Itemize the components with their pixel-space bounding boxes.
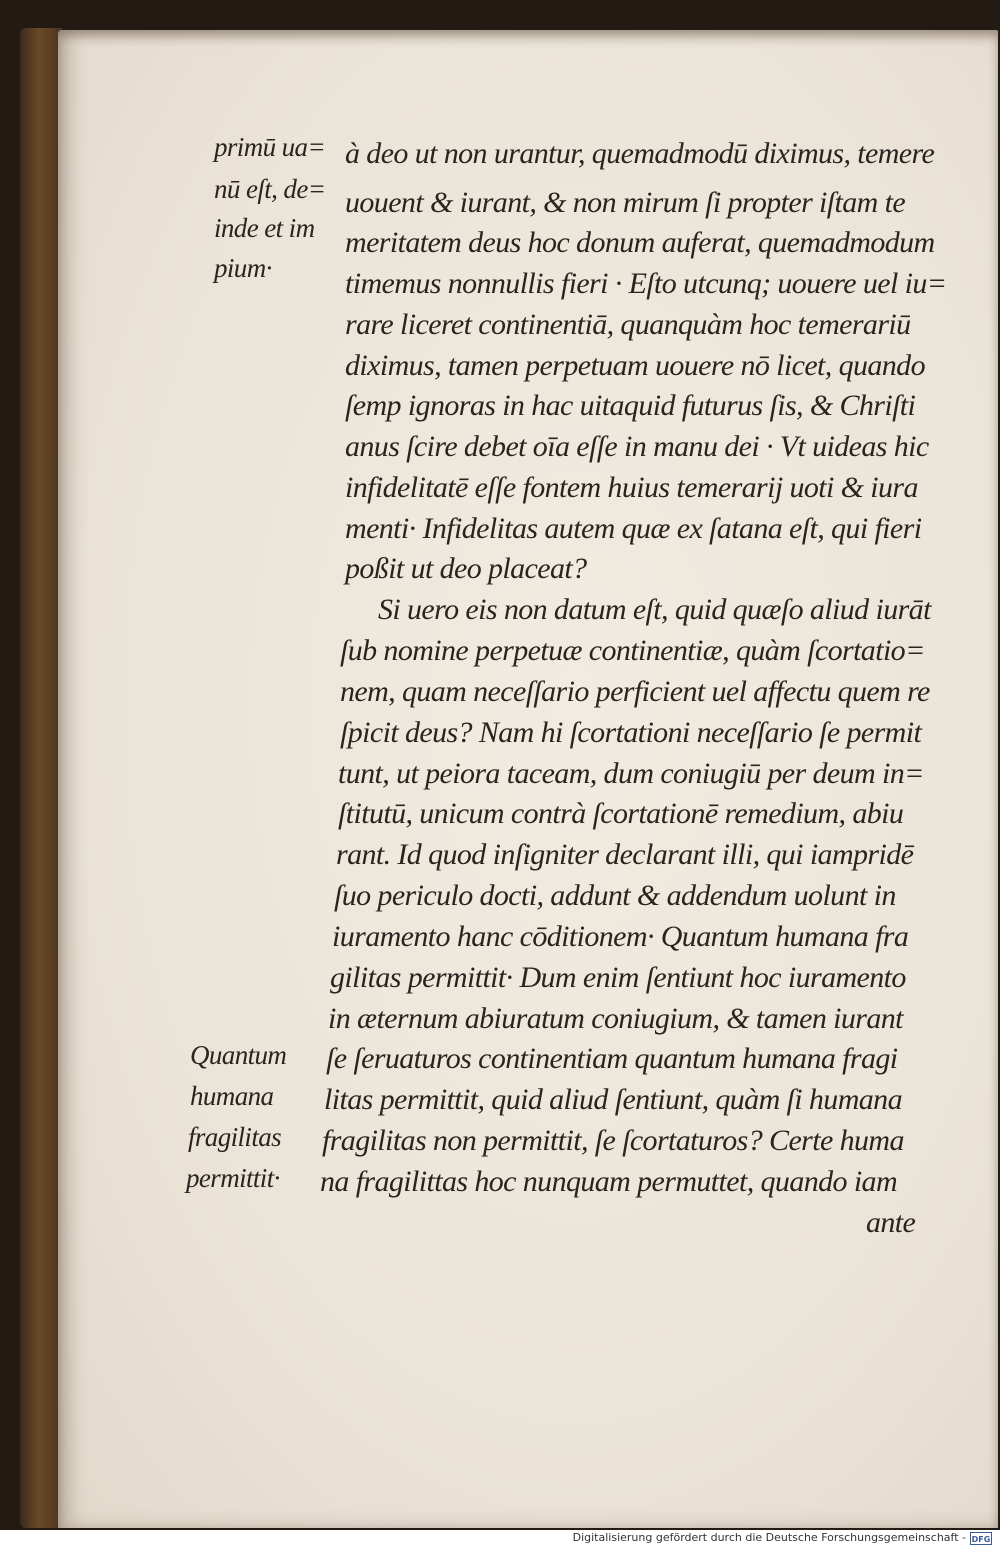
margin-note-line: permittit· — [186, 1163, 280, 1193]
text-line: timemus nonnullis fieri · Eſto utcunq; uouere uel iu= — [345, 267, 947, 300]
margin-note-line: nū eſt, de= — [214, 174, 326, 204]
text-line: meritatem deus hoc donum auferat, quemadmodum — [345, 226, 935, 259]
text-line: ſemp ignoras in hac uitaquid futurus ſis, & Chriſti — [345, 389, 916, 422]
margin-note-line: fragilitas — [188, 1122, 282, 1152]
text-line: na fragilittas hoc nunquam permuttet, quando iam — [320, 1165, 898, 1198]
text-line: diximus, tamen perpetuam uouere nō licet, quando — [345, 349, 925, 382]
text-line: poßit ut deo placeat? — [345, 552, 587, 585]
text-line: uouent & iurant, & non mirum ſi propter iſtam te — [345, 186, 906, 219]
footer-credit: Digitalisierung gefördert durch die Deutsche Forschungsgemeinschaft - — [572, 1531, 966, 1544]
text-line: ſuo periculo docti, addunt & addendum uolunt in — [334, 879, 896, 912]
text-line: infidelitatē eſſe fontem huius temerarij uoti & iura — [345, 471, 918, 504]
text-line: rant. Id quod inſigniter declarant illi, qui iampridē — [336, 838, 914, 871]
text-line: à deo ut non urantur, quemadmodū diximus, temere — [345, 137, 935, 170]
text-line: gilitas permittit· Dum enim ſentiunt hoc iuramento — [330, 961, 906, 994]
margin-note-line: Quantum — [190, 1040, 287, 1070]
margin-note-line: primū ua= — [214, 132, 326, 162]
text-line: ſpicit deus? Nam hi ſcortationi neceſſario ſe permit — [340, 716, 922, 749]
text-line: ſe ſeruaturos continentiam quantum humana fragi — [326, 1042, 898, 1075]
margin-note-line: humana — [190, 1081, 274, 1111]
text-line: tunt, ut peiora taceam, dum coniugiū per deum in= — [338, 757, 924, 790]
margin-note-line: pium· — [214, 253, 272, 283]
text-line: anus ſcire debet oīa eſſe in manu dei · Vt uideas hic — [345, 430, 929, 463]
text-line: iuramento hanc cōditionem· Quantum humana fra — [332, 920, 909, 953]
text-line: ſub nomine perpetuæ continentiæ, quàm ſcortatio= — [340, 634, 925, 667]
dfg-logo-icon: DFG — [970, 1532, 992, 1545]
text-line: litas permittit, quid aliud ſentiunt, quàm ſi humana — [324, 1083, 902, 1116]
text-line: nem, quam neceſſario perficient uel affectu quem re — [340, 675, 930, 708]
text-line: fragilitas non permittit, ſe ſcortaturos? Certe huma — [322, 1124, 904, 1157]
text-line: menti· Infidelitas autem quæ ex ſatana eſt, qui fieri — [345, 512, 922, 545]
margin-note-line: inde et im — [214, 213, 315, 243]
catchword: ante — [866, 1206, 916, 1239]
text-line: Si uero eis non datum eſt, quid quæſo aliud iurāt — [378, 593, 931, 626]
text-line: rare liceret continentiā, quanquàm hoc temerariū — [345, 308, 911, 341]
text-line: in æternum abiuratum coniugium, & tamen iurant — [328, 1002, 903, 1035]
text-line: ſtitutū, unicum contrà ſcortationē remedium, abiu — [338, 797, 904, 830]
